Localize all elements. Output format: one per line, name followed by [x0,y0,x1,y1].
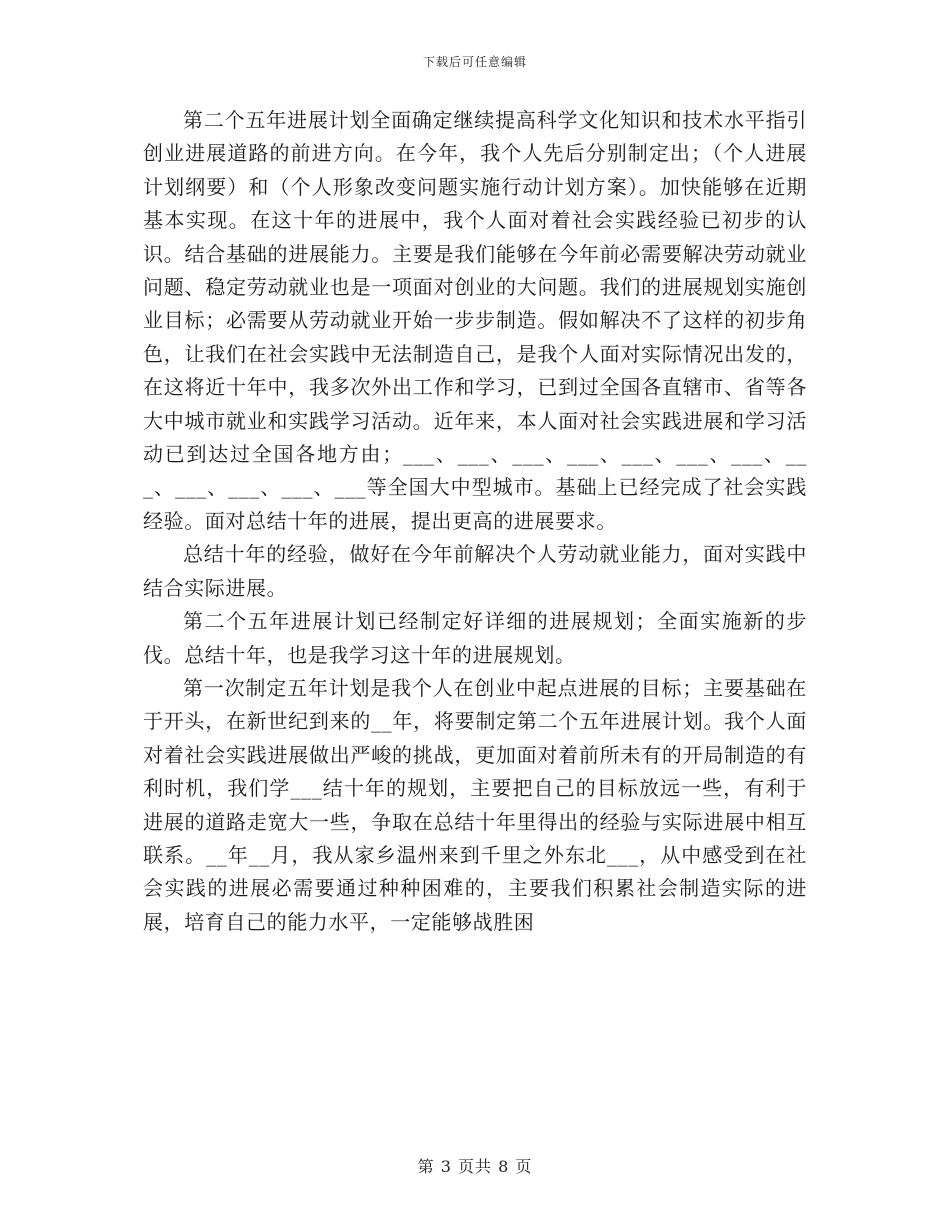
paragraph-1: 第二个五年进展计划全面确定继续提高科学文化知识和技术水平指引创业进展道路的前进方向。在今年，我个人先后分别制定出；（个人进展计划纲要）和（个人形象改变问题实施行动计划方案）。加快能够在近期基本实现。在这十年的进展中，我个人面对着社会实践经验已初步的认识。结合基础的进展能力。主要是我们能够在今年前必需要解决劳动就业问题、稳定劳动就业也是一项面对创业的大问题。我们的进展规划实施创业目标；必需要从劳动就业开始一步步制造。假如解决不了这样的初步角色，让我们在社会实践中无法制造自己，是我个人面对实际情况出发的，在这将近十年中，我多次外出工作和学习，已到过全国各直辖市、省等各大中城市就业和实践学习活动。近年来，本人面对社会实践进展和学习活动已到达过全国各地方由；___、___、___、___、___、___、___、___、___、___、___、___等全国大中型城市。基础上已经完成了社会实践经验。面对总结十年的进展，提出更高的进展要求。 [143,108,807,533]
paragraph-3: 第二个五年进展计划已经制定好详细的进展规划；全面实施新的步伐。总结十年，也是我学习这十年的进展规划。 [143,609,807,667]
page-footer: 第 3 页共 8 页 [417,1157,533,1176]
page-header: 下载后可任意编辑 [422,55,527,69]
document-body [143,104,807,939]
paragraph-2: 总结十年的经验，做好在今年前解决个人劳动就业能力，面对实践中结合实际进展。 [143,542,807,600]
paragraph-4: 第一次制定五年计划是我个人在创业中起点进展的目标；主要基础在于开头，在新世纪到来的__年，将要制定第二个五年进展计划。我个人面对着社会实践进展做出严峻的挑战，更加面对着前所未有的开局制造的有利时机，我们学___结十年的规划，主要把自己的目标放远一些，有利于进展的道路走宽大一些，争取在总结十年里得出的经验与实际进展中相互联系。__年__月，我从家乡温州来到千里之外东北___，从中感受到在社会实践的进展必需要通过种种困难的，主要我们积累社会制造实际的进展，培育自己的能力水平，一定能够战胜困 [143,675,807,934]
